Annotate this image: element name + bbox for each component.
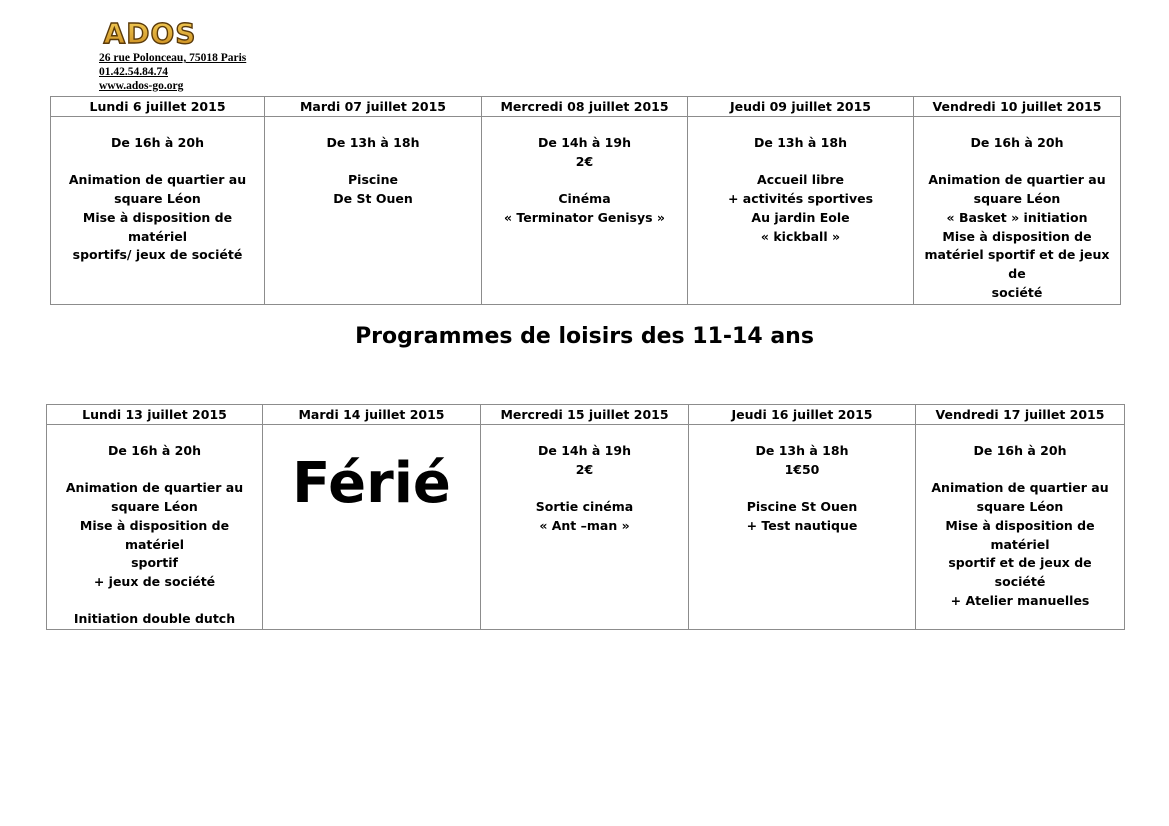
activity-line: 1€50 [784,461,820,477]
activity-line: square Léon [973,191,1061,207]
activity-line: + Test nautique [746,517,858,533]
activity-line: Initiation double dutch [73,611,236,627]
activity-line: De 16h à 20h [108,443,201,458]
day-cell [47,425,263,630]
activity-line [271,153,475,172]
activity-line [694,153,907,172]
activity-line: « Ant –man » [539,517,630,533]
day-header: Lundi 6 juillet 2015 [51,97,265,117]
day-header: Jeudi 16 juillet 2015 [689,405,916,425]
activity-line: + jeux de société [93,573,216,589]
activity-line: + Atelier manuelles [950,592,1090,608]
activity-line: Mise à disposition de matériel [945,517,1095,552]
activity-line [920,153,1114,172]
address-line: 26 rue Polonceau, 75018 Paris [99,52,247,64]
day-header: Vendredi 10 juillet 2015 [914,97,1121,117]
day-header: Mercredi 08 juillet 2015 [482,97,688,117]
header-row [47,405,1125,425]
activity-line: Mise à disposition de matériel [79,517,230,552]
page-title: Programmes de loisirs des 11-14 ans [355,324,814,349]
day-cell [914,117,1121,305]
activity-line: square Léon [976,499,1064,515]
day-cell [481,425,689,630]
activity-line: Piscine St Ouen [746,499,858,515]
activity-line: De 13h à 18h [754,135,847,150]
day-cell [916,425,1125,630]
day-cell [688,117,914,305]
activity-line: sportif et de jeux de société [948,555,1092,589]
address-block [99,51,246,93]
activity-line: matériel sportif et de jeux de [924,247,1110,281]
activity-line: Sortie cinéma [535,499,634,515]
activity-line: Cinéma [558,191,611,207]
activity-line: De 16h à 20h [970,135,1064,150]
activity-line: De 16h à 20h [973,443,1067,458]
activity-line: Animation de quartier au [928,172,1106,188]
activity-line [922,461,1118,480]
day-cell [689,425,916,630]
activity-line: square Léon [114,191,201,207]
day-header: Jeudi 09 juillet 2015 [688,97,914,117]
activity-line [488,171,681,190]
activity-line: Accueil libre [757,172,844,188]
day-header: Mardi 14 juillet 2015 [263,405,481,425]
day-header: Lundi 13 juillet 2015 [47,405,263,425]
website-link[interactable]: www.ados-go.org [99,80,184,92]
day-header: Vendredi 17 juillet 2015 [916,405,1125,425]
activity-line: De 13h à 18h [326,135,420,150]
activity-line: Animation de quartier au [68,172,247,188]
activity-line: sportifs/ jeux de société [72,247,243,263]
activity-line: Mise à disposition de [942,228,1092,244]
activity-line [53,592,256,611]
activity-line: Piscine [348,172,398,188]
phone-line: 01.42.54.84.74 [99,66,168,78]
activity-line: Au jardin Eole [751,209,850,225]
activity-line: De 14h à 19h [538,443,631,458]
activity-line: Mise à disposition de matériel [82,209,233,244]
day-cell [482,117,688,305]
activity-line: « kickball » [760,228,841,244]
day-cell [265,117,482,305]
day-cell [51,117,265,305]
activity-line: « Terminator Genisys » [503,209,666,225]
activity-row [51,117,1121,305]
activity-line [57,153,258,172]
activity-line [487,479,682,498]
schedule-week-2 [46,404,1125,630]
activity-line: société [991,284,1043,300]
activity-line: 2€ [575,153,594,169]
activity-line: De 13h à 18h [755,443,849,458]
day-header: Mercredi 15 juillet 2015 [481,405,689,425]
activity-line [695,479,909,498]
activity-line: « Basket » initiation [946,209,1088,225]
activity-line: + activités sportives [727,191,874,207]
header-row [51,97,1121,117]
activity-line [53,461,256,480]
logo-text: ADOS [103,17,197,48]
activity-line: Animation de quartier au [931,480,1109,496]
activity-line: De St Ouen [333,191,413,207]
activity-line: 2€ [575,461,594,477]
activity-line: square Léon [111,499,198,515]
ados-logo [100,16,200,48]
holiday-label: Férié [292,451,451,516]
holiday-cell [263,425,481,630]
activity-line: Animation de quartier au [65,480,244,496]
activity-line: sportif [131,555,178,571]
activity-line: De 14h à 19h [538,135,631,150]
schedule-week-1 [50,96,1121,305]
day-header: Mardi 07 juillet 2015 [265,97,482,117]
activity-row [47,425,1125,630]
activity-line: De 16h à 20h [111,135,204,150]
